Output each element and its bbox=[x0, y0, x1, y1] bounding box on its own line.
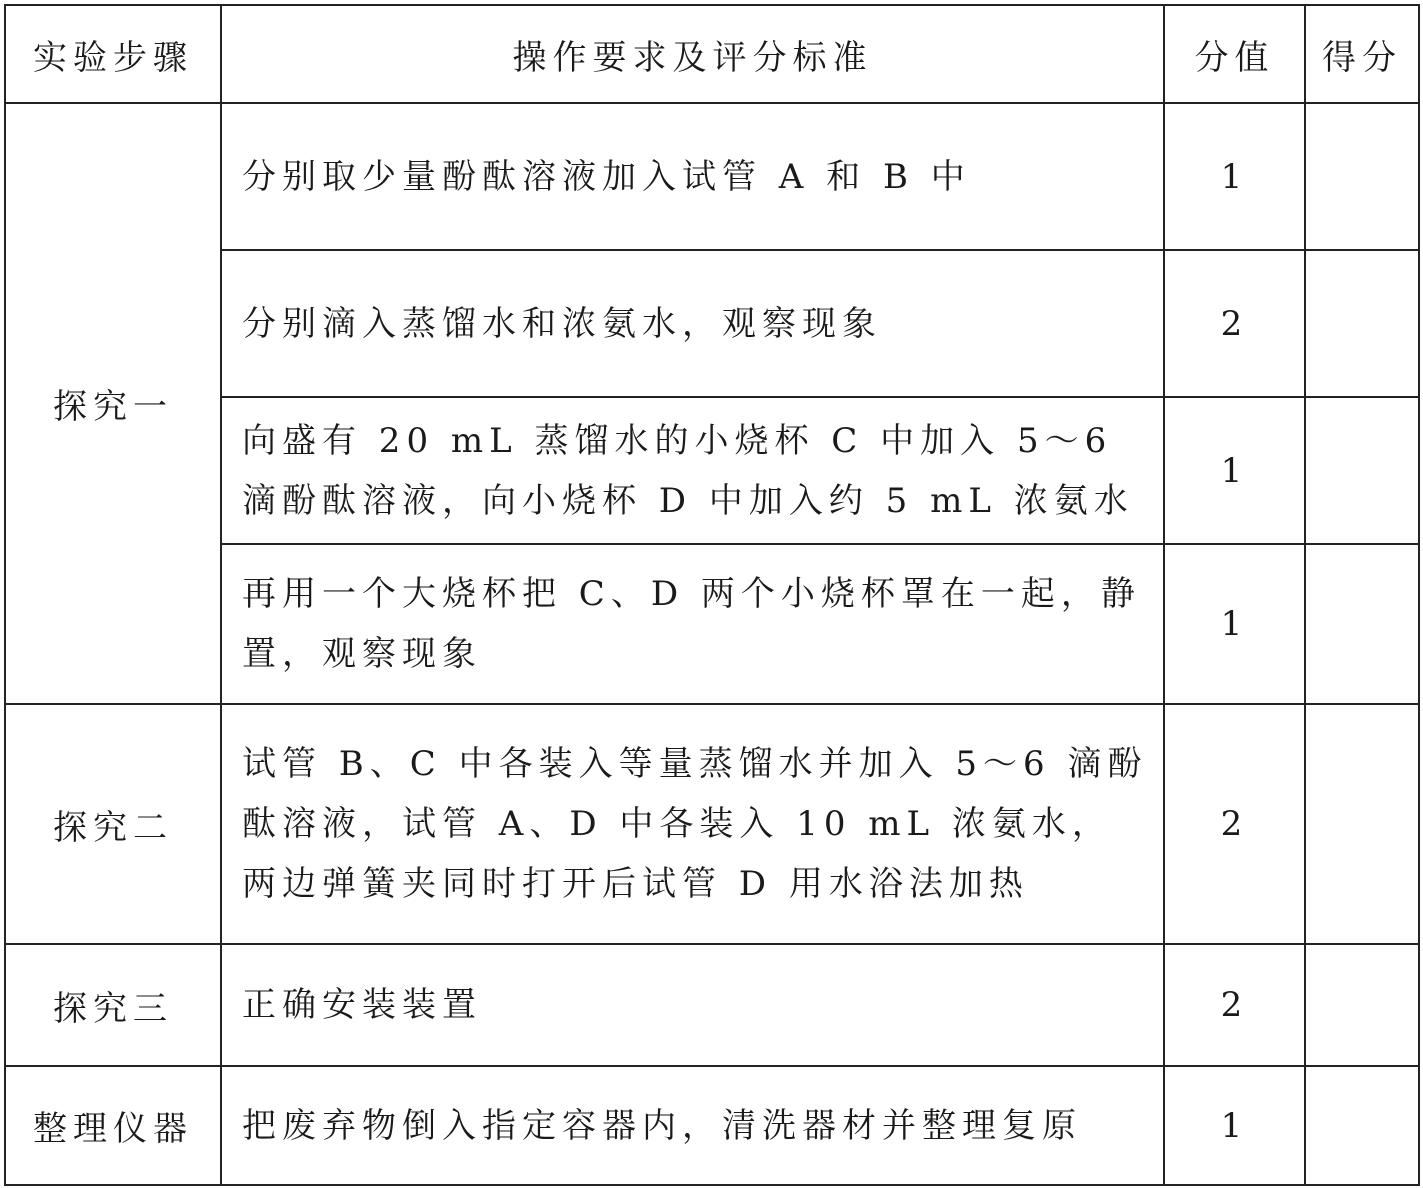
header-score: 得分 bbox=[1305, 5, 1419, 103]
table-header-row bbox=[5, 5, 1419, 103]
points-cell: 2 bbox=[1164, 944, 1305, 1066]
score-cell[interactable] bbox=[1305, 103, 1419, 250]
table-row bbox=[5, 1066, 1419, 1185]
score-cell[interactable] bbox=[1305, 397, 1419, 544]
step-cell: 探究二 bbox=[5, 704, 221, 944]
requirement-cell: 再用一个大烧杯把 C、D 两个小烧杯罩在一起，静置，观察现象 bbox=[221, 544, 1164, 704]
step-cell: 整理仪器 bbox=[5, 1066, 221, 1185]
header-points: 分值 bbox=[1164, 5, 1305, 103]
requirement-cell: 试管 B、C 中各装入等量蒸馏水并加入 5～6 滴酚酞溶液，试管 A、D 中各装入 10 mL 浓氨水，两边弹簧夹同时打开后试管 D 用水浴法加热 bbox=[221, 704, 1164, 944]
requirement-cell: 把废弃物倒入指定容器内，清洗器材并整理复原 bbox=[221, 1066, 1164, 1185]
requirement-cell: 分别取少量酚酞溶液加入试管 A 和 B 中 bbox=[221, 103, 1164, 250]
points-cell: 2 bbox=[1164, 704, 1305, 944]
header-step: 实验步骤 bbox=[5, 5, 221, 103]
table-row bbox=[5, 704, 1419, 944]
score-cell[interactable] bbox=[1305, 944, 1419, 1066]
header-requirement: 操作要求及评分标准 bbox=[221, 5, 1164, 103]
requirement-cell: 向盛有 20 mL 蒸馏水的小烧杯 C 中加入 5～6 滴酚酞溶液，向小烧杯 D 中加入约 5 mL 浓氨水 bbox=[221, 397, 1164, 544]
scoring-table bbox=[4, 4, 1420, 1186]
score-cell[interactable] bbox=[1305, 1066, 1419, 1185]
points-cell: 1 bbox=[1164, 103, 1305, 250]
points-cell: 2 bbox=[1164, 250, 1305, 397]
table-row bbox=[5, 103, 1419, 250]
points-cell: 1 bbox=[1164, 397, 1305, 544]
step-cell: 探究一 bbox=[5, 103, 221, 704]
requirement-cell: 正确安装装置 bbox=[221, 944, 1164, 1066]
points-cell: 1 bbox=[1164, 544, 1305, 704]
step-cell: 探究三 bbox=[5, 944, 221, 1066]
score-cell[interactable] bbox=[1305, 250, 1419, 397]
table-row bbox=[5, 944, 1419, 1066]
requirement-cell: 分别滴入蒸馏水和浓氨水，观察现象 bbox=[221, 250, 1164, 397]
score-cell[interactable] bbox=[1305, 704, 1419, 944]
score-cell[interactable] bbox=[1305, 544, 1419, 704]
points-cell: 1 bbox=[1164, 1066, 1305, 1185]
